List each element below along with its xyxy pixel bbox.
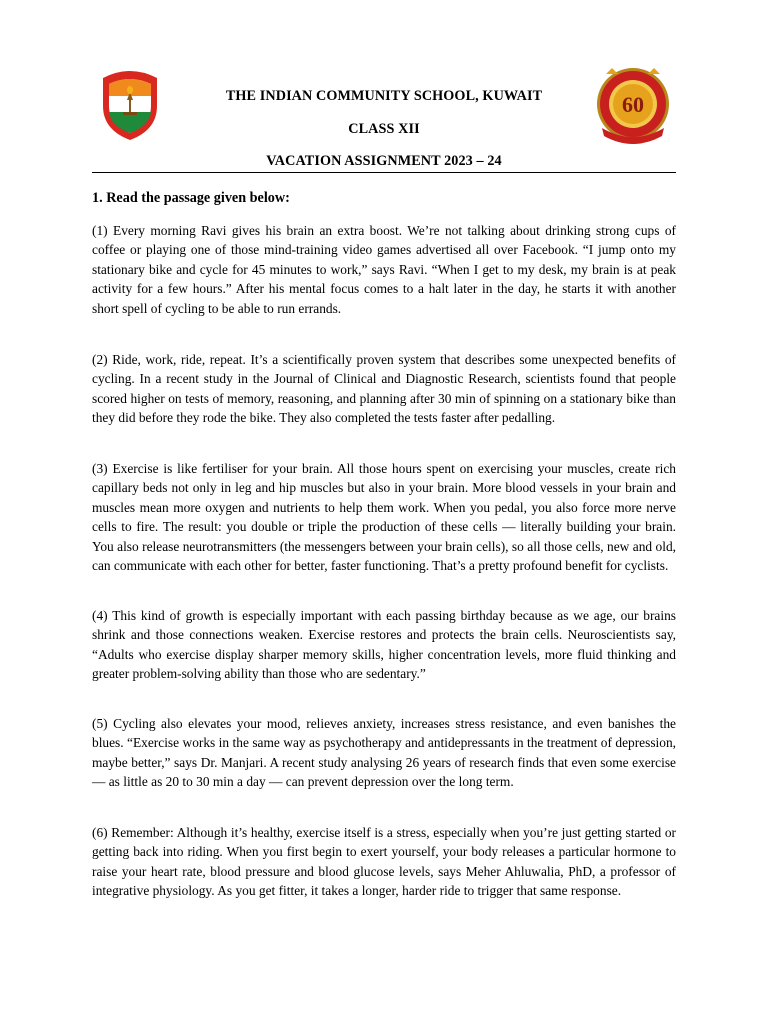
school-name: THE INDIAN COMMUNITY SCHOOL, KUWAIT <box>225 88 543 104</box>
passage-paragraph-2: (2) Ride, work, ride, repeat. It’s a scientifically proven system that describes some unexpected benefits of cycling. In a recent study in the Journal of Clinical and Diagnostic Research, scientists found that people scored higher on tests of memory, reasoning, and planning after 30 min of spinning on a stationary bike than they did before they rode the bike. They also completed the tests faster after pedalling. <box>92 352 676 426</box>
passage-paragraph-5: (5) Cycling also elevates your mood, relieves anxiety, increases stress resistance, and even banishes the blues. “Exercise works in the same way as psychotherapy and antidepressants in the treatment of depression, maybe better,” says Dr. Manjari. A recent study analysing 26 years of research finds that even some exercise — as little as 20 to 30 min a day — can prevent depression over the long term. <box>92 716 676 790</box>
passage-paragraph-3: (3) Exercise is like fertiliser for your brain. All those hours spent on exercising your muscles, create rich capillary beds not only in leg and hip muscles but also in your brain. More blood vessels in your brain and muscles mean more oxygen and nutrients to help them work. When you pedal, you also force more nerve cells to fire. The result: you double or triple the production of these cells — literally building your brain. You also release neurotransmitters (the messengers between your brain cells), so all those cells, new and old, can communicate with each other for better, faster functioning. That’s a pretty profound benefit for cyclists. <box>92 461 676 574</box>
svg-text:60: 60 <box>622 92 644 117</box>
question-title: 1. Read the passage given below: <box>92 190 290 206</box>
assignment-title: VACATION ASSIGNMENT 2023 – 24 <box>266 153 502 169</box>
class-heading: CLASS XII <box>348 121 420 137</box>
passage-paragraph-4: (4) This kind of growth is especially important with each passing birthday because as we age, our brains shrink and those connections weaken. Exercise restores and protects the brain cells. Neuroscientists say, “Adults who exercise display sharper memory skills, higher concentration levels, more fluid thinking and greater problem-solving ability than those who are sedentary.” <box>92 608 676 682</box>
header-divider <box>92 172 676 173</box>
passage-paragraph-6: (6) Remember: Although it’s healthy, exercise itself is a stress, especially when you’re just getting started or getting back into riding. When you first begin to exert yourself, your body releases a particular hormone to raise your heart rate, blood pressure and blood glucose levels, says Meher Ahluwalia, PhD, a professor of integrative physiology. As you get fitter, it takes a longer, harder ride to trigger that same response. <box>92 825 676 899</box>
passage-paragraph-1: (1) Every morning Ravi gives his brain an extra boost. We’re not talking about drinking strong cups of coffee or playing one of those mind-training video games advertised all over Facebook. “I jump onto my stationary bike and cycle for 45 minutes to work,” says Ravi. “When I get to my desk, my brain is at peak activity for a few hours.” After his mental focus comes to a halt later in the day, he starts it with another short spell of cycling to be able to run errands. <box>92 223 676 316</box>
